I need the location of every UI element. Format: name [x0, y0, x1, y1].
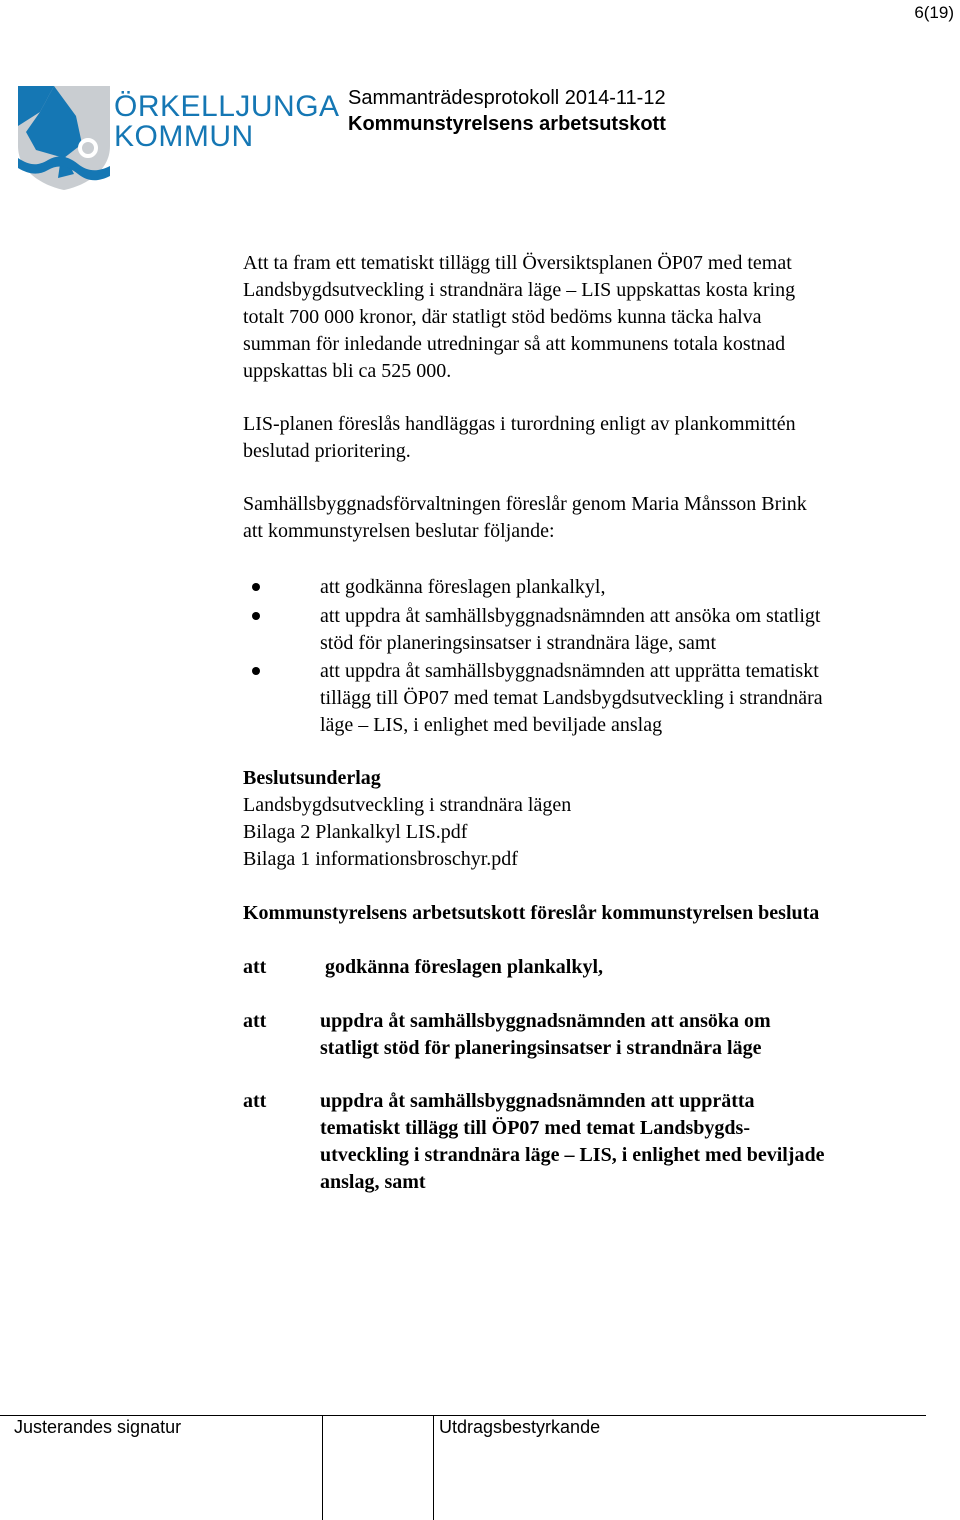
bullet-icon — [252, 583, 260, 591]
footer-column-divider — [433, 1415, 434, 1520]
decision-heading: Kommunstyrelsens arbetsutskott föreslår kommunstyrelsen besluta — [243, 902, 820, 924]
document-item: Landsbygdsutveckling i strandnära lägen — [243, 794, 572, 816]
text-line: läge – LIS, i enlighet med beviljade anslag — [320, 714, 663, 736]
text-line: godkänna föreslagen plankalkyl, — [325, 956, 604, 978]
text-line: Samhällsbyggnadsförvaltningen föreslår genom Maria Månsson Brink — [243, 493, 807, 515]
text-line: beslutad prioritering. — [243, 440, 411, 462]
signature-label: Justerandes signatur — [14, 1417, 182, 1437]
decision-att: att — [243, 1010, 267, 1032]
bullet-icon — [252, 612, 260, 620]
text-line: att godkänna föreslagen plankalkyl, — [320, 576, 606, 598]
paragraph-proposal — [243, 491, 923, 545]
text-line: tillägg till ÖP07 med temat Landsbygdsutveckling i strandnära — [320, 687, 823, 709]
text-line: att kommunstyrelsen beslutar följande: — [243, 520, 555, 542]
text-line: uppdra åt samhällsbyggnadsnämnden att ansöka om — [320, 1010, 771, 1032]
text-line: Att ta fram ett tematiskt tillägg till Översiktsplanen ÖP07 med temat — [243, 252, 792, 274]
page-number: 6(19) — [914, 3, 954, 22]
coat-of-arms-icon — [18, 86, 110, 190]
bullet-icon — [252, 667, 260, 675]
text-line: totalt 700 000 kronor, där statligt stöd bedöms kunna täcka halva — [243, 306, 762, 328]
document-item: Bilaga 2 Plankalkyl LIS.pdf — [243, 821, 468, 843]
decision-att: att — [243, 1090, 267, 1112]
organization-name-line2: KOMMUN — [114, 120, 254, 153]
committee-title: Kommunstyrelsens arbetsutskott — [348, 113, 666, 135]
text-line: att uppdra åt samhällsbyggnadsnämnden att ansöka om statligt — [320, 605, 821, 627]
text-line: summan för inledande utredningar så att kommunens totala kostnad — [243, 333, 786, 355]
text-line: uppdra åt samhällsbyggnadsnämnden att upprätta — [320, 1090, 755, 1112]
text-line: LIS-planen föreslås handläggas i turordning enligt av plankommittén — [243, 413, 796, 435]
certificate-label: Utdragsbestyrkande — [439, 1417, 601, 1437]
text-line: Landsbygdsutveckling i strandnära läge – LIS uppskattas kosta kring — [243, 279, 796, 301]
text-line: att uppdra åt samhällsbyggnadsnämnden att upprätta tematiskt — [320, 660, 819, 682]
supporting-documents — [243, 765, 923, 873]
footer-divider — [0, 1415, 926, 1416]
paragraph-cost — [243, 250, 923, 385]
text-line: tematiskt tillägg till ÖP07 med temat Landsbygds- — [320, 1117, 750, 1139]
protocol-title: Sammanträdesprotokoll 2014-11-12 — [348, 87, 666, 109]
decision-att: att — [243, 956, 267, 978]
section-heading: Beslutsunderlag — [243, 767, 381, 789]
paragraph-priority — [243, 411, 923, 465]
text-line: utveckling i strandnära läge – LIS, i enlighet med beviljade — [320, 1144, 825, 1166]
organization-name-line1: ÖRKELLJUNGA — [114, 90, 340, 123]
text-line: anslag, samt — [320, 1171, 426, 1193]
text-line: stöd för planeringsinsatser i strandnära läge, samt — [320, 632, 716, 654]
text-line: uppskattas bli ca 525 000. — [243, 360, 452, 382]
text-line: statligt stöd för planeringsinsatser i strandnära läge — [320, 1037, 762, 1059]
footer-column-divider — [322, 1415, 323, 1520]
document-item: Bilaga 1 informationsbroschyr.pdf — [243, 848, 518, 870]
